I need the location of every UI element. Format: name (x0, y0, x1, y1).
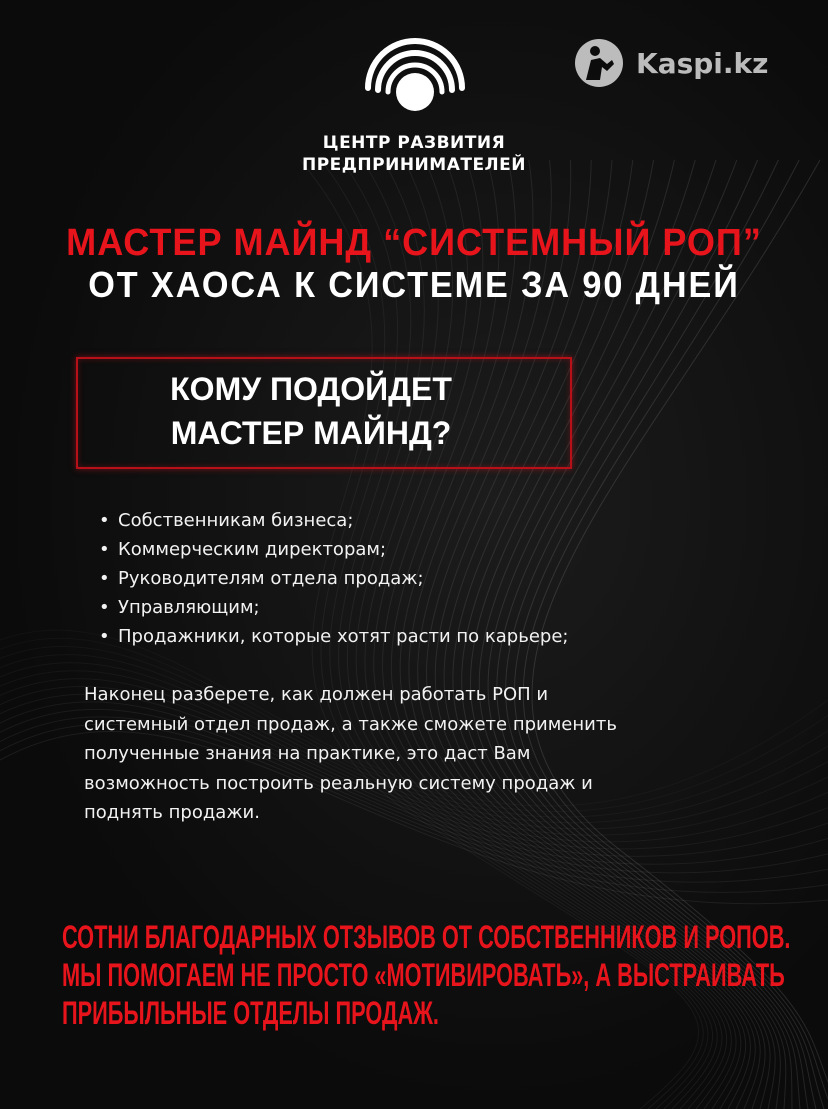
promo-block (62, 918, 802, 1032)
description-line: Наконец разберете, как должен работать РОП и (84, 684, 549, 705)
audience-list (96, 506, 568, 651)
promo-line: МЫ ПОМОГАЕМ НЕ ПРОСТО «МОТИВИРОВАТЬ», А ВЫСТРАИВАТЬ (62, 957, 785, 993)
description-line: полученные знания на практике, это даст Вам (84, 743, 531, 764)
description-line: возможность построить реальную систему продаж и (84, 772, 593, 794)
organization-name (240, 132, 588, 176)
frame-title-line1: КОМУ ПОДОЙДЕТ (170, 371, 452, 407)
promo-line: ПРИБЫЛЬНЫЕ ОТДЕЛЫ ПРОДАЖ. (62, 995, 439, 1031)
audience-item: • Коммерческим директорам; (96, 535, 568, 564)
headline-title: МАСТЕР МАЙНД “СИСТЕМНЫЙ РОП” (66, 222, 762, 264)
promo-line: СОТНИ БЛАГОДАРНЫХ ОТЗЫВОВ ОТ СОБСТВЕННИКОВ И РОПОВ. (62, 919, 791, 955)
organization-name-line2: ПРЕДПРИНИМАТЕЛЕЙ (301, 155, 527, 175)
description-paragraph (84, 680, 684, 828)
audience-item: • Продажники, которые хотят расти по карьере; (96, 622, 568, 651)
audience-item: • Управляющим; (96, 593, 568, 622)
description-line: поднять продажи. (84, 802, 260, 823)
headline-subtitle: ОТ ХАОСА К СИСТЕМЕ ЗА 90 ДНЕЙ (88, 264, 740, 305)
description-line: системный отдел продаж, а также сможете применить (84, 713, 617, 735)
kaspi-watermark-text: Kaspi.kz (636, 46, 769, 80)
organization-name-line1: ЦЕНТР РАЗВИТИЯ (322, 133, 506, 153)
audience-item: • Руководителям отдела продаж; (96, 564, 568, 593)
kaspi-watermark (574, 38, 814, 88)
frame-title-line2: МАСТЕР МАЙНД? (170, 415, 452, 451)
frame-title (76, 367, 546, 455)
audience-item: • Собственникам бизнеса; (96, 506, 568, 535)
kaspi-logo-icon (574, 38, 624, 88)
concentric-arcs-logo (360, 26, 470, 122)
